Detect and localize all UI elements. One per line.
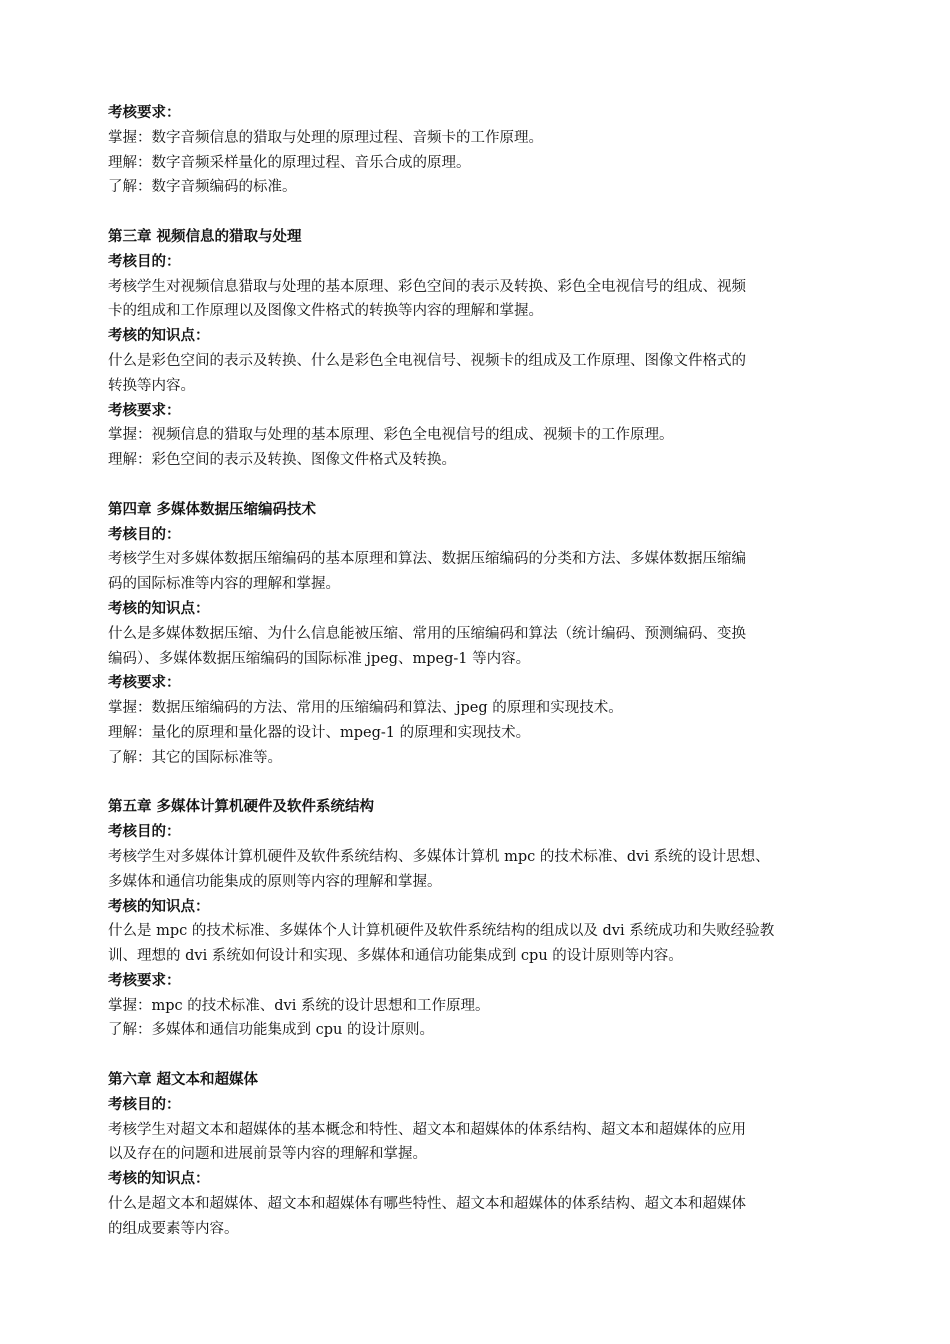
purpose-text-line-1: 考核学生对视频信息猎取与处理的基本原理、彩色空间的表示及转换、彩色全电视信号的组成、视频	[108, 278, 746, 295]
requirement-understand: 理解：量化的原理和量化器的设计、mpeg-1 的原理和实现技术。	[108, 724, 531, 741]
chapter-6	[108, 1068, 868, 1242]
chapter-5	[108, 795, 868, 1043]
chapter-2-continuation	[108, 101, 868, 200]
purpose-text-line-2: 码的国际标准等内容的理解和掌握。	[108, 576, 340, 593]
knowledge-points-heading: 考核的知识点：	[108, 600, 210, 617]
purpose-heading: 考核目的：	[108, 1096, 181, 1113]
purpose-text-line-2: 以及存在的问题和进展前景等内容的理解和掌握。	[108, 1146, 427, 1163]
knowledge-points-line-1: 什么是彩色空间的表示及转换、什么是彩色全电视信号、视频卡的组成及工作原理、图像文件格式的	[108, 352, 746, 369]
requirement-know: 了解：数字音频编码的标准。	[108, 179, 297, 196]
chapter-title: 第三章 视频信息的猎取与处理	[108, 228, 302, 245]
chapter-title: 第四章 多媒体数据压缩编码技术	[108, 501, 317, 518]
purpose-text-line-2: 多媒体和通信功能集成的原则等内容的理解和掌握。	[108, 873, 442, 890]
purpose-text-line-1: 考核学生对多媒体计算机硬件及软件系统结构、多媒体计算机 mpc 的技术标准、dvi 系统的设计思想、	[108, 848, 770, 865]
requirements-heading: 考核要求：	[108, 402, 181, 419]
knowledge-points-line-1: 什么是 mpc 的技术标准、多媒体个人计算机硬件及软件系统结构的组成以及 dvi 系统成功和失败经验教	[108, 923, 775, 940]
requirements-heading: 考核要求：	[108, 972, 181, 989]
requirement-know: 了解：其它的国际标准等。	[108, 749, 282, 766]
purpose-text-line-1: 考核学生对多媒体数据压缩编码的基本原理和算法、数据压缩编码的分类和方法、多媒体数据压缩编	[108, 551, 746, 568]
purpose-heading: 考核目的：	[108, 526, 181, 543]
chapter-4	[108, 498, 868, 771]
knowledge-points-heading: 考核的知识点：	[108, 328, 210, 345]
requirement-understand: 理解：彩色空间的表示及转换、图像文件格式及转换。	[108, 452, 456, 469]
requirement-grasp: 掌握：数字音频信息的猎取与处理的原理过程、音频卡的工作原理。	[108, 129, 543, 146]
purpose-heading: 考核目的：	[108, 253, 181, 270]
purpose-text-line-2: 卡的组成和工作原理以及图像文件格式的转换等内容的理解和掌握。	[108, 303, 543, 320]
requirement-grasp: 掌握：数据压缩编码的方法、常用的压缩编码和算法、jpeg 的原理和实现技术。	[108, 700, 623, 717]
knowledge-points-line-1: 什么是超文本和超媒体、超文本和超媒体有哪些特性、超文本和超媒体的体系结构、超文本和超媒体	[108, 1196, 746, 1213]
purpose-heading: 考核目的：	[108, 824, 181, 841]
requirements-heading: 考核要求：	[108, 105, 181, 121]
chapter-3	[108, 225, 868, 473]
knowledge-points-heading: 考核的知识点：	[108, 898, 210, 915]
document-page	[108, 101, 868, 1242]
requirement-understand: 理解：数字音频采样量化的原理过程、音乐合成的原理。	[108, 154, 471, 171]
chapter-title: 第五章 多媒体计算机硬件及软件系统结构	[108, 799, 375, 816]
knowledge-points-heading: 考核的知识点：	[108, 1171, 210, 1188]
knowledge-points-line-2: 训、理想的 dvi 系统如何设计和实现、多媒体和通信功能集成到 cpu 的设计原则等内容。	[108, 948, 683, 965]
knowledge-points-line-2: 编码）、多媒体数据压缩编码的国际标准 jpeg、mpeg-1 等内容。	[108, 650, 531, 667]
requirement-grasp: 掌握：mpc 的技术标准、dvi 系统的设计思想和工作原理。	[108, 997, 490, 1014]
purpose-text-line-1: 考核学生对超文本和超媒体的基本概念和特性、超文本和超媒体的体系结构、超文本和超媒体的应用	[108, 1121, 746, 1138]
knowledge-points-line-2: 转换等内容。	[108, 377, 195, 394]
requirements-heading: 考核要求：	[108, 675, 181, 692]
knowledge-points-line-1: 什么是多媒体数据压缩、为什么信息能被压缩、常用的压缩编码和算法（统计编码、预测编码、变换	[108, 625, 746, 642]
requirement-grasp: 掌握：视频信息的猎取与处理的基本原理、彩色全电视信号的组成、视频卡的工作原理。	[108, 427, 674, 444]
chapter-title: 第六章 超文本和超媒体	[108, 1072, 259, 1089]
knowledge-points-line-2: 的组成要素等内容。	[108, 1220, 239, 1237]
requirement-know: 了解：多媒体和通信功能集成到 cpu 的设计原则。	[108, 1022, 434, 1039]
